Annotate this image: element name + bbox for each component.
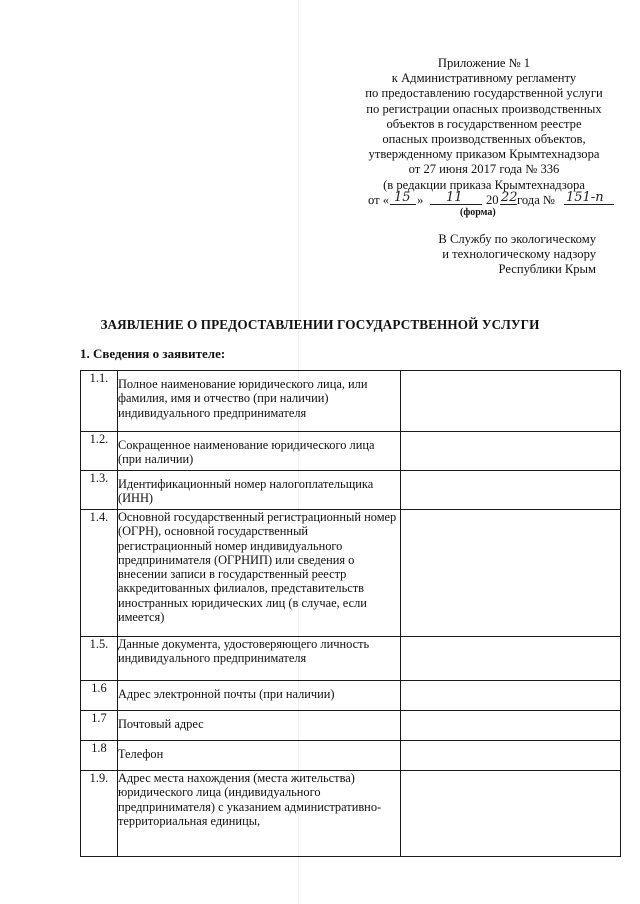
row-value-field[interactable] [400,681,620,711]
table-row [81,637,621,681]
row-number: 1.4. [81,510,118,637]
row-value-field[interactable] [400,741,620,771]
row-value-field[interactable] [400,510,620,637]
header-line: по предоставлению государственной услуги [365,86,603,101]
table-row [81,711,621,741]
table-row [81,510,621,637]
addressee-block [390,232,596,278]
addressee-line: В Службу по экологическому [438,232,596,246]
row-number: 1.1. [81,371,118,432]
edition-number: 151-п [566,189,604,205]
header-line: (в редакции приказа Крымтехнадзора [383,177,585,192]
row-label: Полное наименование юридического лица, или фамилия, имя и отчество (при наличии) индивидуального предпринимателя [117,371,400,432]
row-number: 1.9. [81,771,118,857]
header-line: Приложение № 1 [437,56,531,70]
row-number: 1.5. [81,637,118,681]
row-value-field[interactable] [400,637,620,681]
row-number: 1.7 [81,711,118,741]
row-label: Основной государственный регистрационный номер (ОГРН), основной государственный регистрационный номер индивидуального предпринимателя (ОГРНИП) или сведения о внесении записи в государственный реестр аккредитованных филиалов, представительств иностранных юридических лиц (в случае, если имеется) [117,510,400,637]
edition-number-label: года № [517,192,555,207]
row-label: Телефон [117,741,400,771]
table-row [81,681,621,711]
row-value-field[interactable] [400,471,620,510]
edition-year-prefix: 20 [486,192,499,207]
edition-quote-close: » [417,192,424,207]
row-label: Адрес электронной почты (при наличии) [117,681,400,711]
table-row [81,371,621,432]
table-row [81,471,621,510]
section-heading: 1. Сведения о заявителе: [80,346,226,361]
header-line: по регистрации опасных производственных [366,101,602,116]
edition-day: 15 [394,189,411,205]
row-value-field[interactable] [400,432,620,471]
addressee-line: и технологическому надзору [442,247,596,262]
row-number: 1.6 [81,681,118,711]
table-row [81,741,621,771]
edition-year: 22 [501,189,518,205]
row-value-field[interactable] [400,711,620,741]
row-value-field[interactable] [400,371,620,432]
document-title: ЗАЯВЛЕНИЕ О ПРЕДОСТАВЛЕНИИ ГОСУДАРСТВЕННОЙ УСЛУГИ [100,317,540,332]
header-line: объектов в государственном реестре [386,116,582,131]
row-number: 1.8 [81,741,118,771]
row-label: Сокращенное наименование юридического лица (при наличии) [117,432,400,471]
table-row [81,432,621,471]
appendix-header [350,56,618,208]
edition-line [350,189,618,208]
edition-prefix: от « [368,192,390,207]
row-label: Почтовый адрес [117,711,400,741]
row-label: Адрес места нахождения (места жительства) юридического лица (индивидуального предпринимателя) с указанием административно-территориальная единицы, [117,771,400,857]
header-line: утвержденному приказом Крымтехнадзора [368,147,600,162]
header-line: к Административному регламенту [391,71,577,86]
applicant-info-table [80,370,621,857]
addressee-line: Республики Крым [498,262,596,277]
row-value-field[interactable] [400,771,620,857]
table-row [81,771,621,857]
row-number: 1.2. [81,432,118,471]
row-label: Данные документа, удостоверяющего личность индивидуального предпринимателя [117,637,400,681]
header-line: от 27 июня 2017 года № 336 [408,162,560,177]
header-line: опасных производственных объектов, [382,132,586,147]
form-label: (форма) [460,207,496,218]
edition-month: 11 [446,189,463,205]
row-number: 1.3. [81,471,118,510]
row-label: Идентификационный номер налогоплательщика (ИНН) [117,471,400,510]
